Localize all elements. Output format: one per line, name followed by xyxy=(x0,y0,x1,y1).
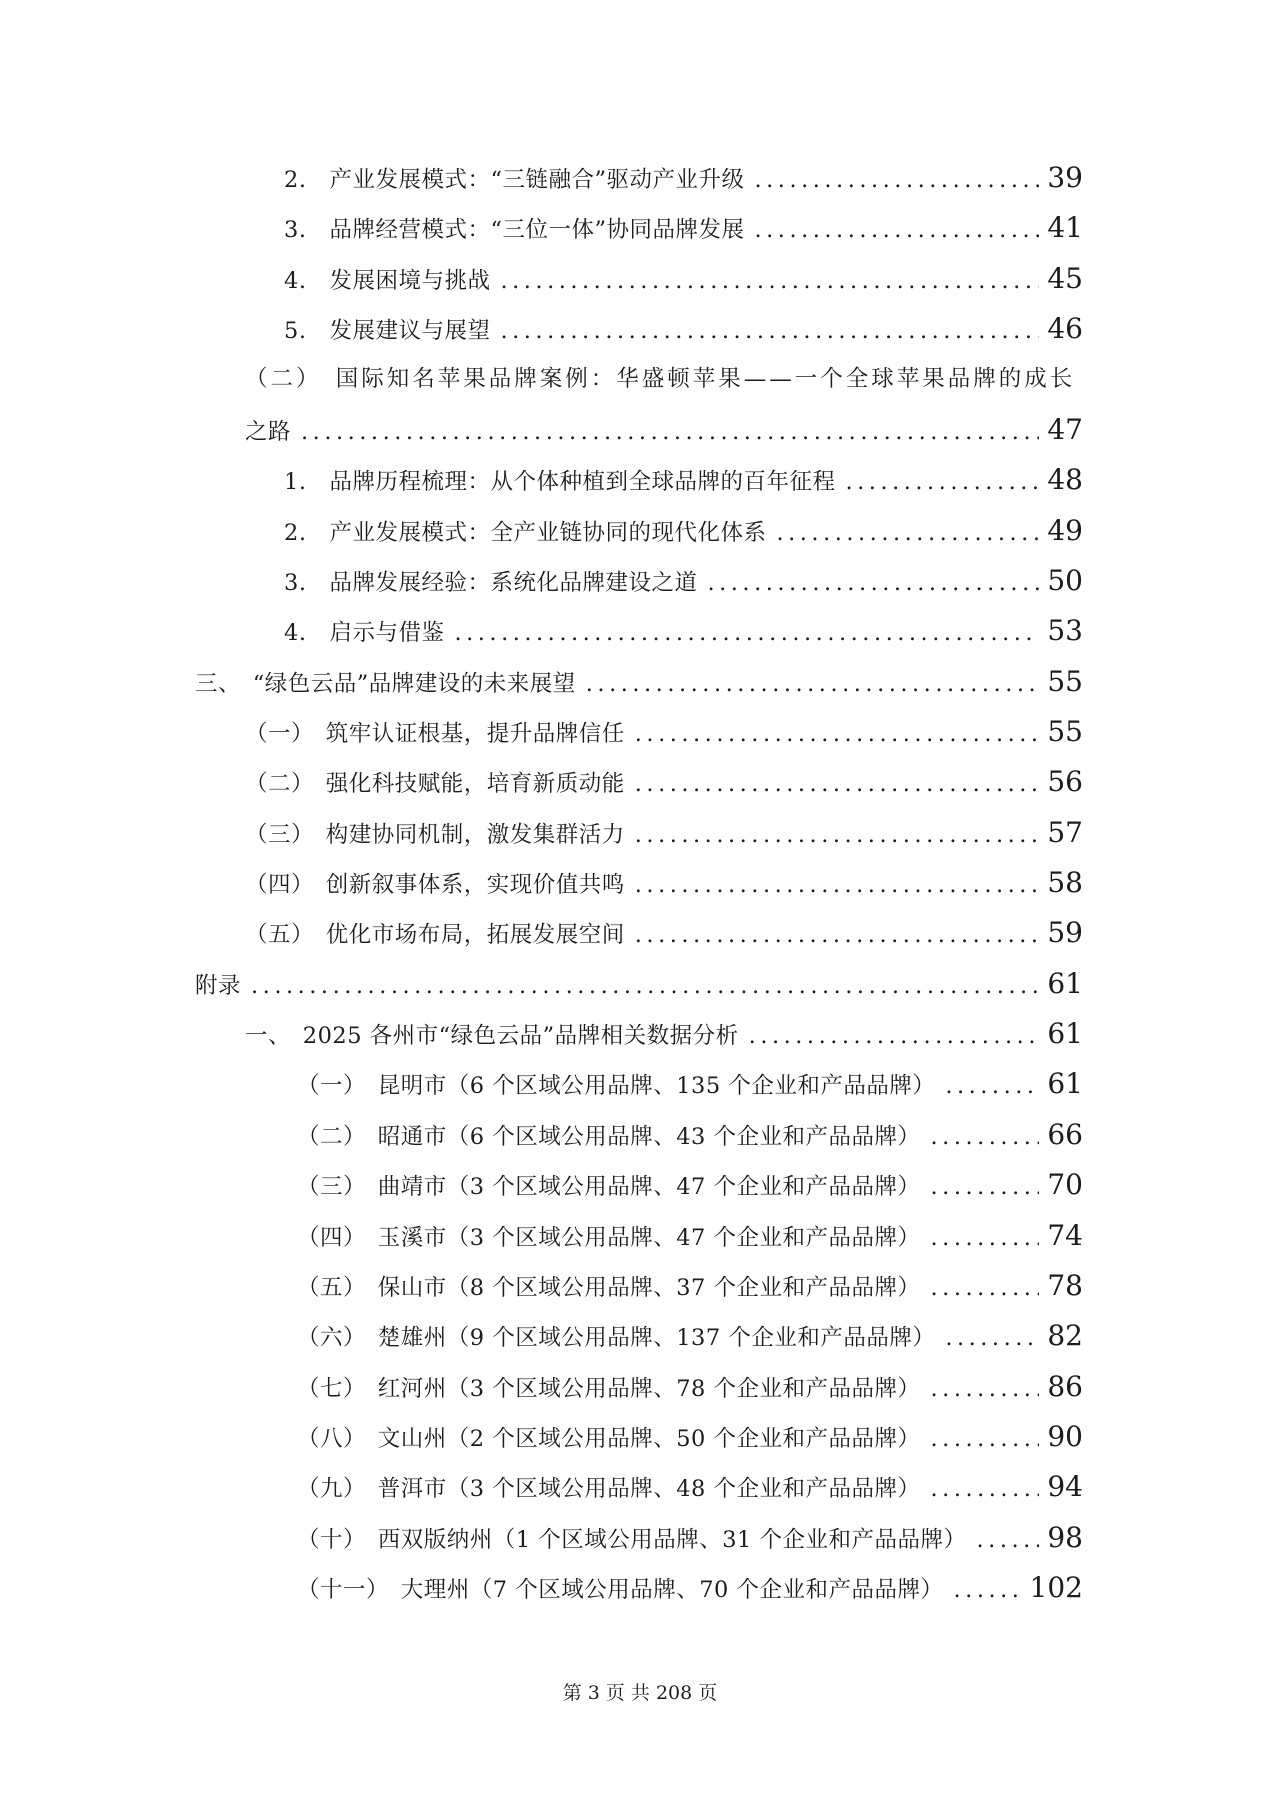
toc-entry-text: （四） 玉溪市（3 个区域公用品牌、47 个企业和产品品牌） xyxy=(297,1224,921,1251)
toc-entry-text: （九） 普洱市（3 个区域公用品牌、48 个企业和产品品牌） xyxy=(297,1476,921,1503)
toc-entry-text: （二） 昭通市（6 个区域公用品牌、43 个企业和产品品牌） xyxy=(297,1123,921,1150)
toc-entry-page: 59 xyxy=(1047,916,1083,950)
toc-entry xyxy=(195,1311,1083,1361)
dot-leader xyxy=(635,860,1040,910)
toc-entry xyxy=(195,1563,1083,1613)
toc-entry xyxy=(195,203,1083,253)
toc-entry xyxy=(195,1261,1083,1311)
dot-leader xyxy=(931,1464,1040,1514)
toc-entry-page: 46 xyxy=(1047,312,1083,346)
toc-entry-page: 66 xyxy=(1047,1117,1083,1151)
dot-leader xyxy=(845,457,1039,507)
toc-entry xyxy=(195,1462,1083,1512)
toc-entry-page: 70 xyxy=(1047,1168,1083,1202)
toc-entry-text: （五） 保山市（8 个区域公用品牌、37 个企业和产品品牌） xyxy=(297,1274,921,1301)
toc-entry xyxy=(195,858,1083,908)
toc-entry xyxy=(195,153,1083,203)
toc-entry-page: 82 xyxy=(1047,1319,1083,1353)
dot-leader xyxy=(251,961,1039,1011)
dot-leader xyxy=(931,1213,1040,1263)
toc-entry-page: 78 xyxy=(1047,1268,1083,1302)
toc-entry xyxy=(195,1211,1083,1261)
dot-leader xyxy=(977,1515,1040,1565)
toc-entry-page: 102 xyxy=(1029,1571,1083,1605)
toc-entry-text: 4. 发展困境与挑战 xyxy=(284,267,491,294)
toc-entry xyxy=(195,405,1083,455)
toc-entry xyxy=(195,606,1083,656)
toc-entry-page: 61 xyxy=(1047,966,1083,1000)
toc-entry-page: 58 xyxy=(1047,866,1083,900)
toc-entry-text: 3. 品牌经营模式：“三位一体”协同品牌发展 xyxy=(284,217,745,244)
page-footer: 第 3 页 共 208 页 xyxy=(562,1682,718,1704)
dot-leader xyxy=(945,1313,1039,1363)
toc-entry-text: 一、 2025 各州市“绿色云品”品牌相关数据分析 xyxy=(245,1023,739,1050)
toc-entry-page: 56 xyxy=(1047,765,1083,799)
dot-leader xyxy=(754,205,1039,255)
toc-entry-page: 61 xyxy=(1047,1067,1083,1101)
toc-entry xyxy=(195,1412,1083,1462)
toc-entry xyxy=(195,354,1083,404)
toc-entry-text: （一） 昆明市（6 个区域公用品牌、135 个企业和产品品牌） xyxy=(297,1073,936,1100)
toc-entry-text: （三） 构建协同机制，激发集群活力 xyxy=(245,821,625,848)
dot-leader xyxy=(931,1364,1040,1414)
toc-entry-page: 49 xyxy=(1047,513,1083,547)
toc-entry-page: 86 xyxy=(1047,1369,1083,1403)
dot-leader xyxy=(454,608,1039,658)
dot-leader xyxy=(749,1011,1040,1061)
toc-entry-page: 53 xyxy=(1047,614,1083,648)
toc-entry xyxy=(195,455,1083,505)
dot-leader xyxy=(931,1263,1040,1313)
toc-entry xyxy=(195,1009,1083,1059)
dot-leader xyxy=(776,508,1039,558)
toc-entry-text: 之路 xyxy=(245,418,292,445)
toc-entry xyxy=(195,959,1083,1009)
toc-entry-page: 90 xyxy=(1047,1419,1083,1453)
toc-entry-page: 57 xyxy=(1047,815,1083,849)
dot-leader xyxy=(954,1565,1022,1615)
toc-entry-text: 三、 “绿色云品”品牌建设的未来展望 xyxy=(195,670,576,697)
toc-entry-page: 55 xyxy=(1047,664,1083,698)
toc-entry-page: 47 xyxy=(1047,412,1083,446)
toc-entry-text: （一） 筑牢认证根基，提升品牌信任 xyxy=(245,720,625,747)
toc-entry-text: （二） 强化科技赋能，培育新质动能 xyxy=(245,771,625,798)
toc-entry xyxy=(195,506,1083,556)
dot-leader xyxy=(635,709,1040,759)
toc-entry-text: 1. 品牌历程梳理：从个体种植到全球品牌的百年征程 xyxy=(284,469,836,496)
dot-leader xyxy=(500,256,1039,306)
toc-entry xyxy=(195,556,1083,606)
toc-entry-page: 61 xyxy=(1047,1017,1083,1051)
toc-entry xyxy=(195,1059,1083,1109)
dot-leader xyxy=(707,558,1039,608)
dot-leader xyxy=(635,759,1040,809)
toc-entry-text: 2. 产业发展模式：全产业链协同的现代化体系 xyxy=(284,519,767,546)
toc-entry-text: （五） 优化市场布局，拓展发展空间 xyxy=(245,922,625,949)
toc-entry-text: 2. 产业发展模式：“三链融合”驱动产业升级 xyxy=(284,167,745,193)
toc-entry-page: 55 xyxy=(1047,714,1083,748)
toc-entry-text: （七） 红河州（3 个区域公用品牌、78 个企业和产品品牌） xyxy=(297,1375,921,1402)
dot-leader xyxy=(635,910,1040,960)
toc-entry xyxy=(195,1513,1083,1563)
toc-entry-text: 附录 xyxy=(195,972,242,999)
toc-entry-page: 45 xyxy=(1047,261,1083,295)
toc-entry-text: （八） 文山州（2 个区域公用品牌、50 个企业和产品品牌） xyxy=(297,1425,921,1452)
dot-leader xyxy=(931,1162,1040,1212)
toc-entry-page: 74 xyxy=(1047,1218,1083,1252)
toc-entry xyxy=(195,254,1083,304)
dot-leader xyxy=(945,1061,1039,1111)
toc-entry-text: （四） 创新叙事体系，实现价值共鸣 xyxy=(245,872,625,899)
toc-entry-text: （十） 西双版纳州（1 个区域公用品牌、31 个企业和产品品牌） xyxy=(297,1526,967,1553)
toc-entry xyxy=(195,657,1083,707)
toc-entry-text: （十一） 大理州（7 个区域公用品牌、70 个企业和产品品牌） xyxy=(297,1577,944,1604)
toc-entry xyxy=(195,707,1083,757)
toc-entry-page: 48 xyxy=(1047,463,1083,497)
toc-entry xyxy=(195,1160,1083,1210)
dot-leader xyxy=(754,155,1039,205)
dot-leader xyxy=(586,659,1040,709)
dot-leader xyxy=(931,1112,1040,1162)
dot-leader xyxy=(301,407,1039,457)
toc-entry-text: （六） 楚雄州（9 个区域公用品牌、137 个企业和产品品牌） xyxy=(297,1325,936,1352)
toc-entry-text: （三） 曲靖市（3 个区域公用品牌、47 个企业和产品品牌） xyxy=(297,1174,921,1201)
dot-leader xyxy=(635,810,1040,860)
toc-entry xyxy=(195,1110,1083,1160)
toc-entry-text: 5. 发展建议与展望 xyxy=(284,318,491,345)
toc-entry xyxy=(195,1362,1083,1412)
toc-entry-page: 39 xyxy=(1047,161,1083,194)
toc-entry-page: 94 xyxy=(1047,1470,1083,1504)
toc-entry xyxy=(195,757,1083,807)
dot-leader xyxy=(500,306,1039,356)
table-of-contents xyxy=(195,153,1083,1613)
toc-entry xyxy=(195,808,1083,858)
toc-entry-page: 98 xyxy=(1047,1520,1083,1554)
toc-entry-text: 4. 启示与借鉴 xyxy=(284,620,445,647)
toc-entry xyxy=(195,908,1083,958)
toc-entry-page: 41 xyxy=(1047,211,1083,245)
toc-entry-text: 3. 品牌发展经验：系统化品牌建设之道 xyxy=(284,569,698,596)
toc-entry-text: （二） 国际知名苹果品牌案例：华盛顿苹果——一个全球苹果品牌的成长 xyxy=(245,366,1076,393)
dot-leader xyxy=(931,1414,1040,1464)
toc-entry-page: 50 xyxy=(1047,563,1083,597)
toc-entry xyxy=(195,304,1083,354)
